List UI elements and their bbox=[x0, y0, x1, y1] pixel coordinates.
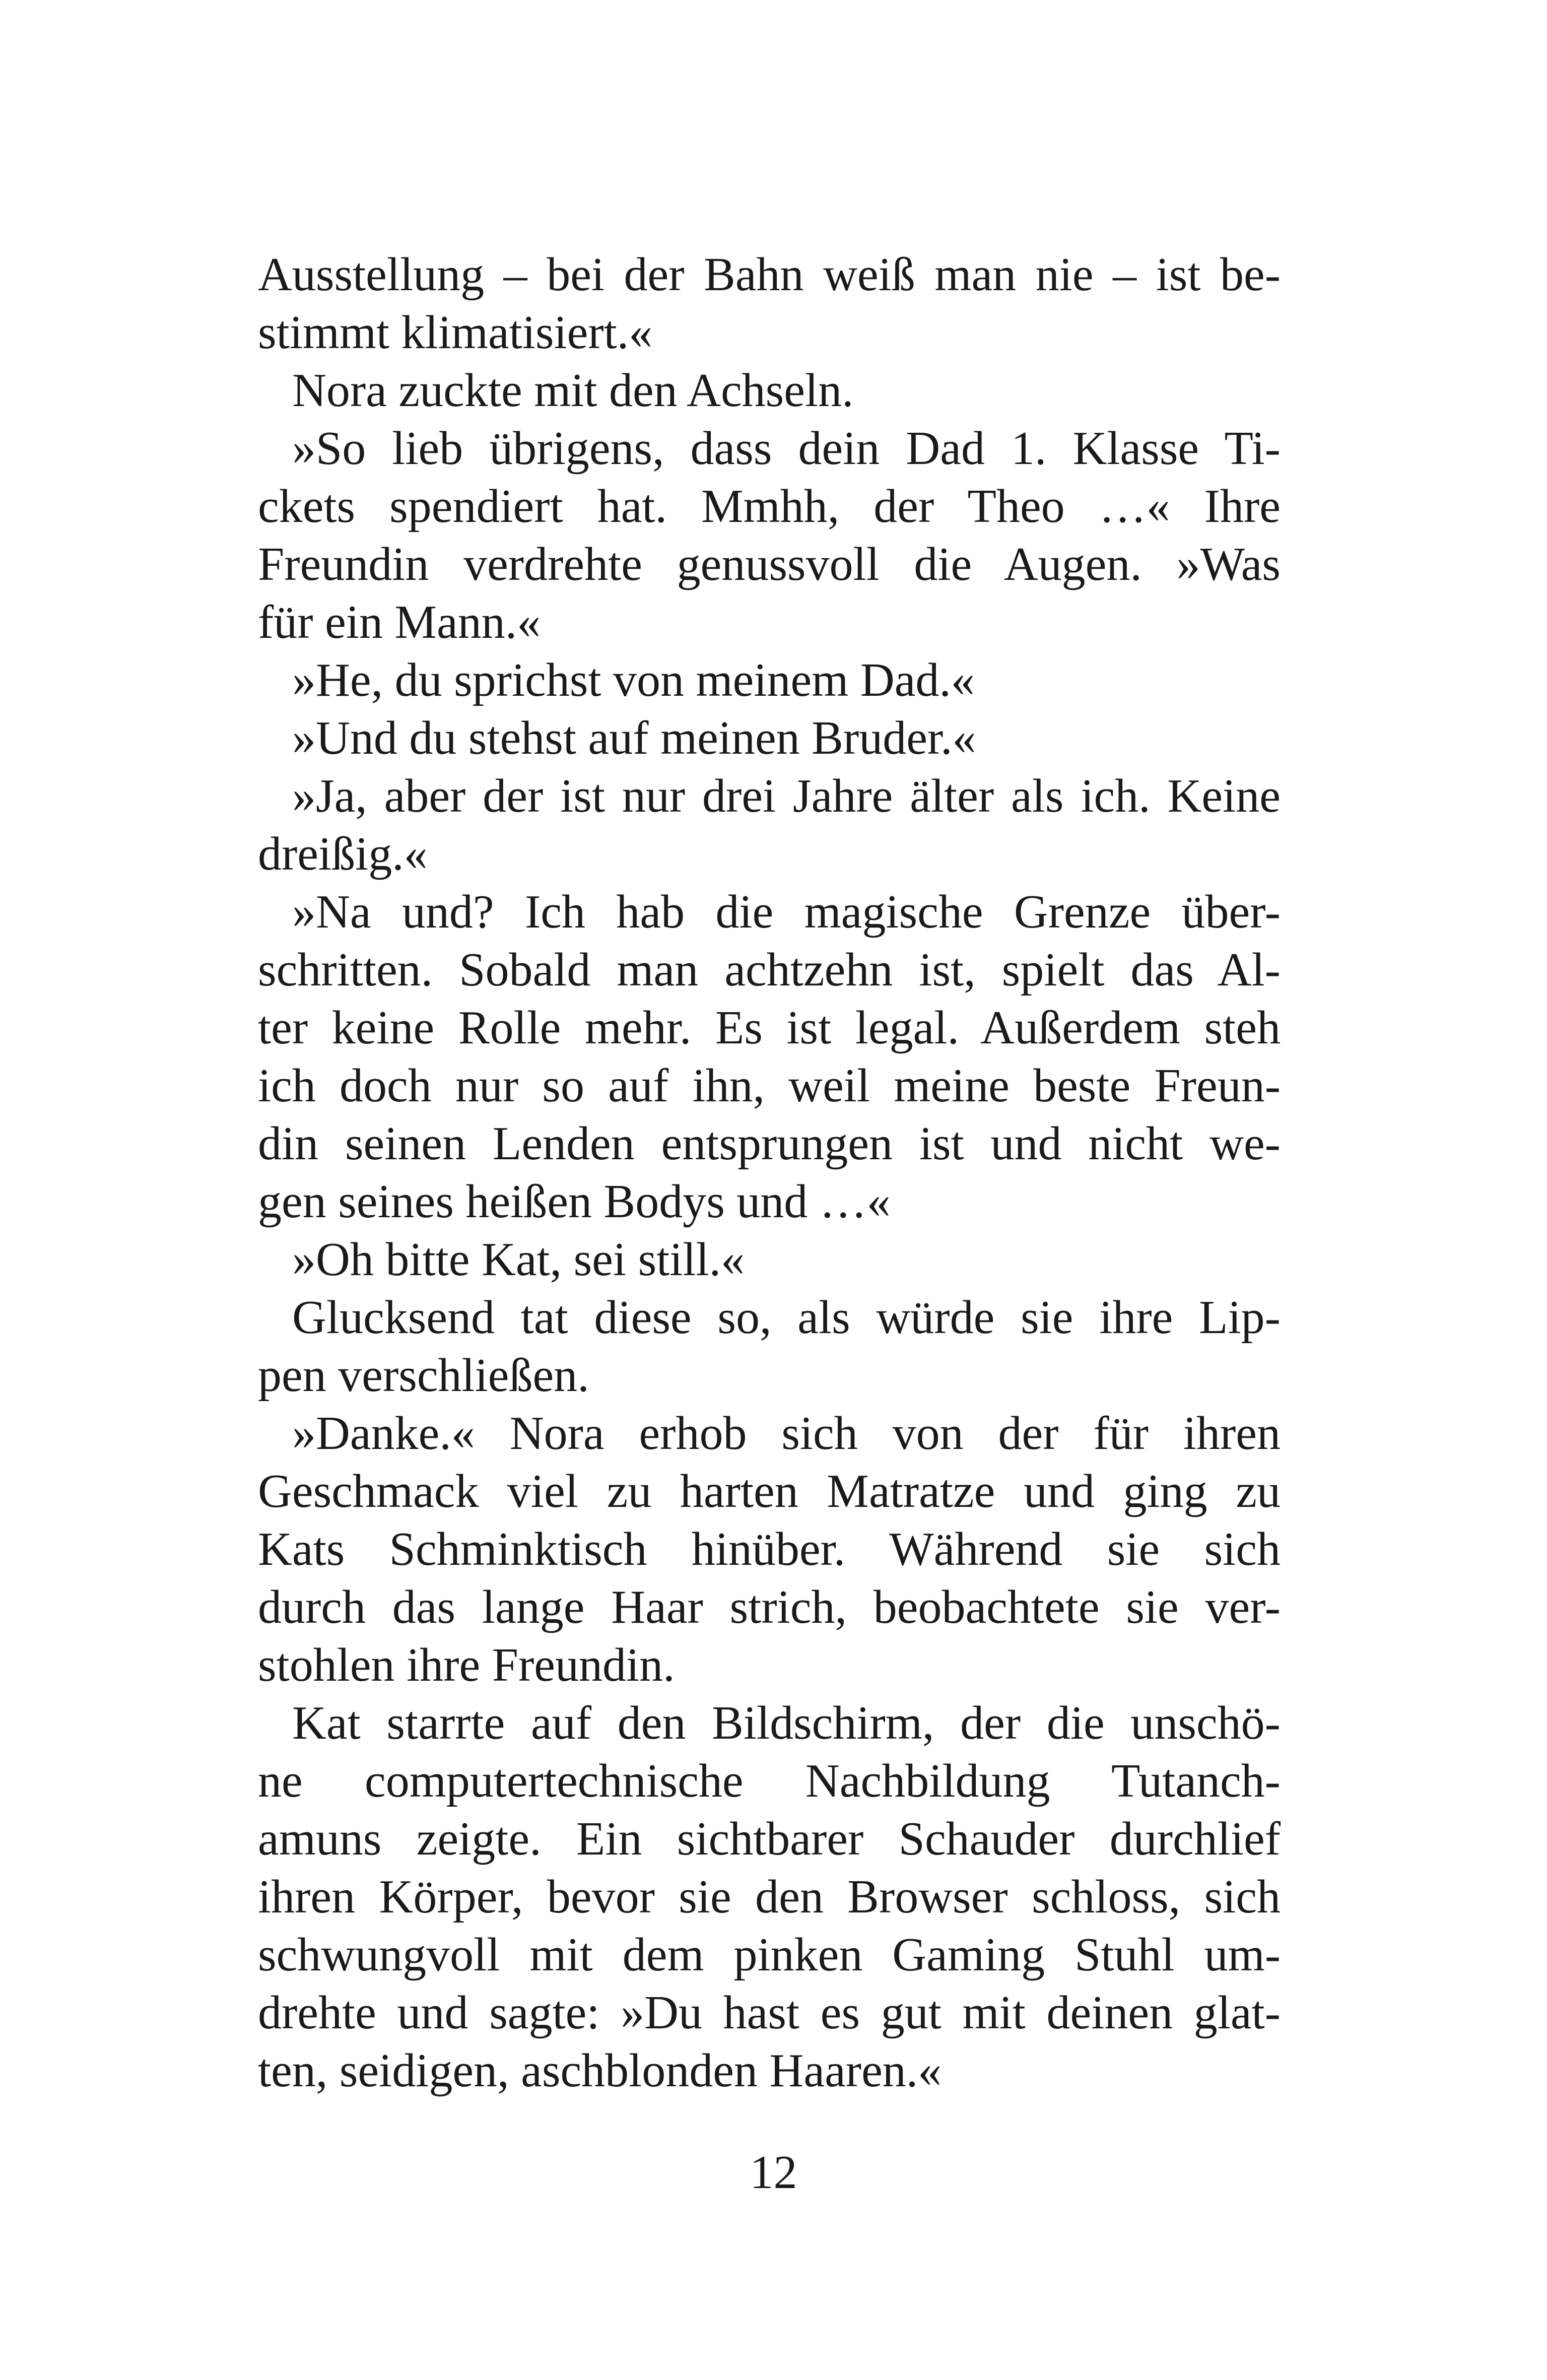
text-line: stimmt klimatisiert.« bbox=[258, 306, 653, 359]
text-line: stohlen ihre Freundin. bbox=[258, 1639, 675, 1691]
text-line: ckets spendiert hat. Mmhh, der Theo …« Ihre bbox=[258, 480, 1281, 533]
text-line: schwungvoll mit dem pinken Gaming Stuhl um- bbox=[258, 1929, 1281, 1981]
page-number: 12 bbox=[750, 2146, 797, 2199]
text-line: ter keine Rolle mehr. Es ist legal. Außerdem steh bbox=[258, 1002, 1281, 1054]
text-line: »Und du stehst auf meinen Bruder.« bbox=[292, 712, 976, 764]
text-line: drehte und sagte: »Du hast es gut mit deinen glat- bbox=[258, 1987, 1281, 2039]
text-line: din seinen Lenden entsprungen ist und nicht we- bbox=[258, 1117, 1281, 1170]
text-line: »He, du sprichst von meinem Dad.« bbox=[292, 654, 975, 706]
body-text bbox=[258, 246, 1281, 2100]
text-line: Ausstellung – bei der Bahn weiß man nie – ist be- bbox=[258, 248, 1281, 301]
text-line: pen verschließen. bbox=[258, 1349, 589, 1402]
text-line: ne computertechnische Nachbildung Tutanch- bbox=[258, 1755, 1281, 1807]
text-line: Kat starrte auf den Bildschirm, der die unschö- bbox=[292, 1697, 1281, 1749]
text-line: durch das lange Haar strich, beobachtete sie ver- bbox=[258, 1581, 1281, 1633]
text-line: »Ja, aber der ist nur drei Jahre älter als ich. Keine bbox=[292, 770, 1281, 822]
text-line: für ein Mann.« bbox=[258, 596, 541, 648]
text-line: Freundin verdrehte genussvoll die Augen. »Was bbox=[258, 538, 1281, 590]
text-line: ich doch nur so auf ihn, weil meine beste Freun- bbox=[258, 1060, 1281, 1112]
text-line: amuns zeigte. Ein sichtbarer Schauder durchlief bbox=[258, 1813, 1281, 1865]
text-line: dreißig.« bbox=[258, 828, 428, 880]
text-line: Glucksend tat diese so, als würde sie ihre Lip- bbox=[292, 1291, 1281, 1344]
text-line: schritten. Sobald man achtzehn ist, spielt das Al- bbox=[258, 944, 1281, 996]
text-line: »Oh bitte Kat, sei still.« bbox=[292, 1233, 745, 1286]
text-line: ten, seidigen, aschblonden Haaren.« bbox=[258, 2044, 942, 2097]
text-line: »Danke.« Nora erhob sich von der für ihren bbox=[292, 1407, 1281, 1460]
text-line: Kats Schminktisch hinüber. Während sie sich bbox=[258, 1523, 1281, 1575]
text-line: ihren Körper, bevor sie den Browser schloss, sich bbox=[258, 1871, 1281, 1923]
text-line: Geschmack viel zu harten Matratze und ging zu bbox=[258, 1465, 1281, 1517]
text-line: gen seines heißen Bodys und …« bbox=[258, 1175, 891, 1228]
text-line: Nora zuckte mit den Achseln. bbox=[292, 364, 854, 417]
text-line: »So lieb übrigens, dass dein Dad 1. Klasse Ti- bbox=[292, 422, 1281, 475]
text-line: »Na und? Ich hab die magische Grenze über- bbox=[292, 886, 1281, 938]
